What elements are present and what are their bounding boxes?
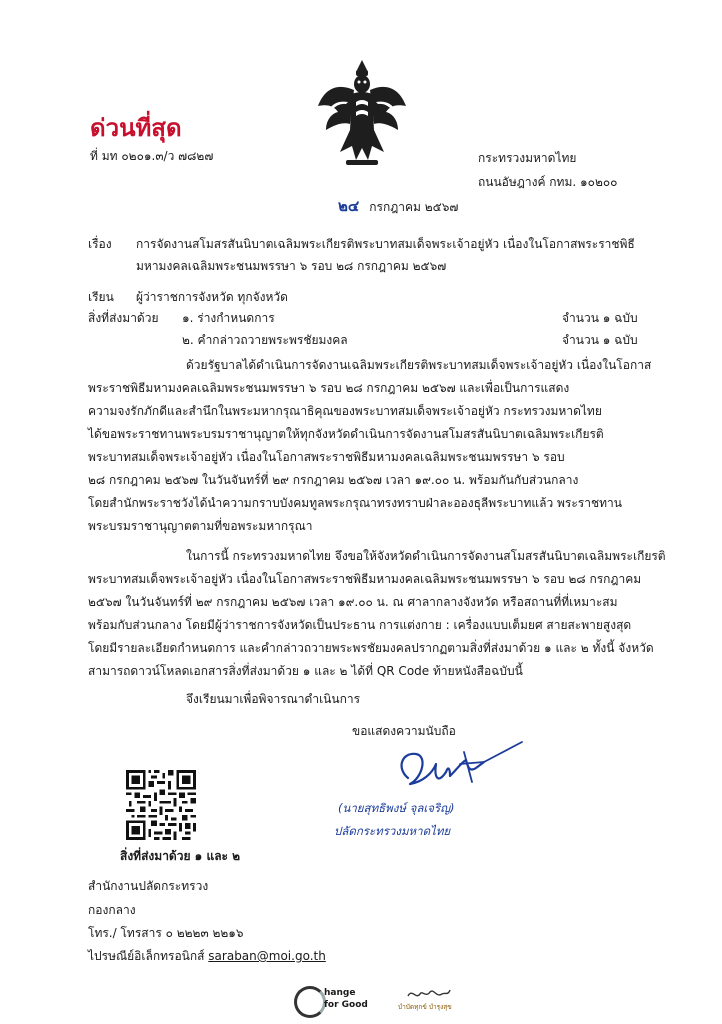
signature-icon — [388, 738, 528, 798]
recipient-label: เรียน — [88, 290, 114, 304]
change-logo-line-1: hange — [324, 988, 356, 998]
para1-line: พระบาทสมเด็จพระเจ้าอยู่หัว เนื่องในโอกาสพระราชพิธีมหามงคลเฉลิมพระชนมพรรษา ๖ รอบ — [88, 450, 565, 464]
enclosures-label: สิ่งที่ส่งมาด้วย — [88, 311, 159, 325]
date-day: ๒๔ — [338, 197, 360, 215]
enclosure-item-1-name: ๑. ร่างกำหนดการ — [182, 311, 275, 325]
motto-script-icon — [406, 986, 452, 1002]
footer-phone: โทร./ โทรสาร ๐ ๒๒๒๓ ๒๒๑๖ — [88, 926, 244, 940]
sender-organization: กระทรวงมหาดไทย — [478, 151, 577, 165]
footer-email-row — [88, 948, 326, 964]
subject-line-2: มหามงคลเฉลิมพระชนมพรรษา ๖ รอบ ๒๘ กรกฎาคม ๒๕๖๗ — [136, 259, 447, 273]
para1-line: พระบรมราชานุญาตตามที่ขอพระมหากรุณา — [88, 519, 313, 533]
ministry-motto-logo — [398, 986, 458, 1016]
para2-line: ในการนี้ กระทรวงมหาดไทย จึงขอให้จังหวัดดำเนินการจัดงานสโมสรสันนิบาตเฉลิมพระเกียรติ — [186, 549, 666, 563]
para2-line: ๒๕๖๗ ในวันจันทร์ที่ ๒๙ กรกฎาคม ๒๕๖๗ เวลา ๑๙.๐๐ น. ณ ศาลากลางจังหวัด หรือสถานที่ที่เหมาะสม — [88, 595, 618, 609]
document-date — [338, 198, 458, 215]
para1-line: ๒๘ กรกฎาคม ๒๕๖๗ ในวันจันทร์ที่ ๒๙ กรกฎาคม ๒๕๖๗ เวลา ๑๙.๐๐ น. พร้อมกันกับส่วนกลาง — [88, 473, 579, 487]
qr-caption: สิ่งที่ส่งมาด้วย ๑ และ ๒ — [120, 849, 241, 863]
footer-email-label: ไปรษณีย์อิเล็กทรอนิกส์ — [88, 949, 205, 963]
subject-line-1: การจัดงานสโมสรสันนิบาตเฉลิมพระเกียรติพระบาทสมเด็จพระเจ้าอยู่หัว เนื่องในโอกาสพระราชพิธี — [136, 237, 635, 251]
closing-line: จึงเรียนมาเพื่อพิจารณาดำเนินการ — [186, 692, 361, 706]
change-logo-ring-icon — [294, 986, 326, 1018]
sender-address: ถนนอัษฎางค์ กทม. ๑๐๒๐๐ — [478, 175, 618, 189]
para2-line: สามารถดาวน์โหลดเอกสารสิ่งที่ส่งมาด้วย ๑ และ ๒ ได้ที่ QR Code ท้ายหนังสือฉบับนี้ — [88, 664, 523, 678]
change-logo-line-2: for Good — [324, 1000, 368, 1010]
enclosure-item-1-qty: จำนวน ๑ ฉบับ — [562, 311, 638, 325]
para2-line: โดยมีรายละเอียดกำหนดการ และคำกล่าวถวายพระพรชัยมงคลปรากฏตามสิ่งที่ส่งมาด้วย ๑ และ ๒ ทั้งนี้ จังหวัด — [88, 641, 654, 655]
motto-text: บำบัดทุกข์ บำรุงสุข — [398, 1003, 452, 1011]
para1-line: โดยสำนักพระราชวังได้นำความกราบบังคมทูลพระกรุณาทรงทราบฝ่าละอองธุลีพระบาทแล้ว พระราชทาน — [88, 496, 622, 510]
enclosure-item-2-name: ๒. คำกล่าวถวายพระพรชัยมงคล — [182, 333, 348, 347]
para1-line: ความจงรักภักดีและสำนึกในพระมหากรุณาธิคุณของพระบาทสมเด็จพระเจ้าอยู่หัว กระทรวงมหาดไทย — [88, 404, 602, 418]
reference-number: ที่ มท ๐๒๐๑.๓/ว ๗๘๒๗ — [90, 149, 214, 163]
change-for-good-logo — [294, 986, 384, 1016]
qr-code-icon[interactable] — [126, 770, 196, 840]
subject-label: เรื่อง — [88, 237, 112, 251]
regards-text: ขอแสดงความนับถือ — [352, 724, 456, 738]
signatory-name: (นายสุทธิพงษ์ จุลเจริญ) — [338, 801, 455, 815]
para1-line: ด้วยรัฐบาลได้ดำเนินการจัดงานเฉลิมพระเกียรติพระบาทสมเด็จพระเจ้าอยู่หัว เนื่องในโอกาส — [186, 358, 652, 372]
footer-division: กองกลาง — [88, 903, 136, 917]
para1-line: ได้ขอพระราชทานพระบรมราชานุญาตให้ทุกจังหวัดดำเนินการจัดงานสโมสรสันนิบาตเฉลิมพระเกียรติ — [88, 427, 604, 441]
date-month-year: กรกฎาคม ๒๕๖๗ — [369, 200, 459, 214]
urgency-stamp: ด่วนที่สุด — [90, 113, 182, 142]
para1-line: พระราชพิธีมหามงคลเฉลิมพระชนมพรรษา ๖ รอบ ๒๘ กรกฎาคม ๒๕๖๗ และเพื่อเป็นการแสดง — [88, 381, 570, 395]
para2-line: พร้อมกับส่วนกลาง โดยมีผู้ว่าราชการจังหวัดเป็นประธาน การแต่งกาย : เครื่องแบบเต็มยศ สายสะพายสูงสุด — [88, 618, 632, 632]
signatory-position: ปลัดกระทรวงมหาดไทย — [334, 824, 451, 838]
footer-email-link[interactable]: saraban@moi.go.th — [208, 949, 326, 963]
footer-office: สำนักงานปลัดกระทรวง — [88, 879, 209, 893]
para2-line: พระบาทสมเด็จพระเจ้าอยู่หัว เนื่องในโอกาสพระราชพิธีมหามงคลเฉลิมพระชนมพรรษา ๖ รอบ ๒๘ กรกฎาคม — [88, 572, 642, 586]
recipient-text: ผู้ว่าราชการจังหวัด ทุกจังหวัด — [136, 290, 288, 304]
garuda-emblem-icon — [316, 60, 408, 168]
enclosure-item-2-qty: จำนวน ๑ ฉบับ — [562, 333, 638, 347]
